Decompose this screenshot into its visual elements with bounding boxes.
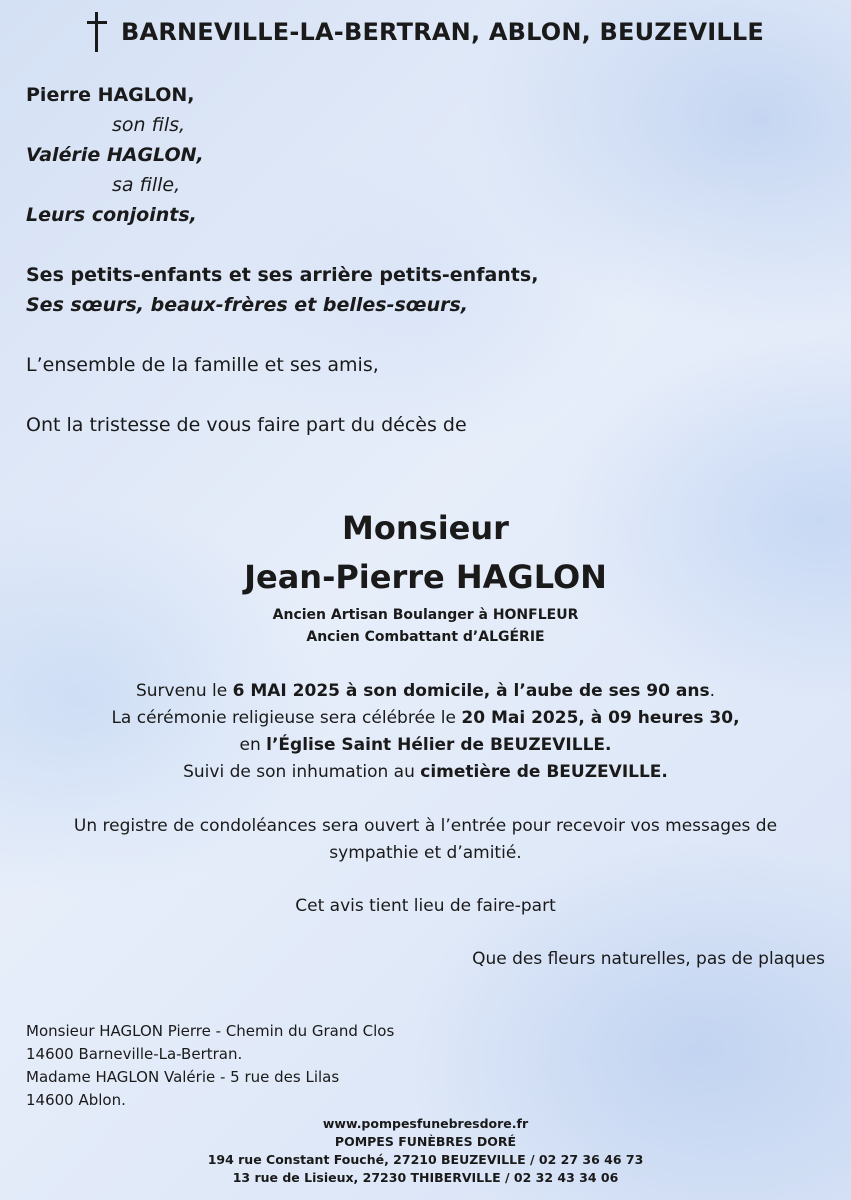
ceremony-date: 20 Mai 2025, à 09 heures 30,	[461, 708, 740, 728]
daughter-name: Valérie HAGLON,	[26, 144, 204, 166]
spouses-line: Leurs conjoints,	[26, 204, 197, 226]
latin-cross-icon	[87, 12, 107, 52]
address-line-4: 14600 Ablon.	[26, 1091, 126, 1109]
family-friends-line: L’ensemble de la famille et ses amis,	[26, 354, 379, 376]
announcement-line: Ont la tristesse de vous faire part du décès de	[26, 414, 467, 436]
daughter-relation: sa fille,	[112, 174, 181, 196]
deceased-civility: Monsieur	[342, 509, 509, 547]
address-line-1: Monsieur HAGLON Pierre - Chemin du Grand Clos	[26, 1022, 395, 1040]
footer-company: POMPES FUNÈBRES DORÉ	[334, 1134, 517, 1149]
son-relation: son fils,	[112, 114, 186, 136]
death-date-line: Survenu le 6 MAI 2025 à son domicile, à l’aube de ses 90 ans.	[135, 681, 715, 701]
flowers-note: Que des fleurs naturelles, pas de plaques	[472, 949, 825, 969]
address-line-3: Madame HAGLON Valérie - 5 rue des Lilas	[26, 1068, 340, 1086]
deceased-qualification-2: Ancien Combattant d’ALGÉRIE	[306, 629, 545, 645]
deceased-qualification-1: Ancien Artisan Boulanger à HONFLEUR	[272, 607, 579, 623]
registry-line-1: Un registre de condoléances sera ouvert à l’entrée pour recevoir vos messages de	[73, 816, 778, 836]
footer-office-2: 13 rue de Lisieux, 27230 THIBERVILLE / 02 32 43 34 06	[232, 1170, 619, 1185]
footer-office-1: 194 rue Constant Fouché, 27210 BEUZEVILLE / 02 27 36 46 73	[207, 1152, 644, 1167]
church-line: en l’Église Saint Hélier de BEUZEVILLE.	[239, 735, 612, 755]
burial-line: Suivi de son inhumation au cimetière de BEUZEVILLE.	[183, 762, 668, 782]
registry-line-2: sympathie et d’amitié.	[329, 843, 522, 863]
church-name: l’Église Saint Hélier de BEUZEVILLE.	[266, 735, 612, 755]
footer-website: www.pompesfunebresdore.fr	[322, 1116, 529, 1131]
cemetery-name: cimetière de BEUZEVILLE.	[420, 762, 668, 782]
notice-line: Cet avis tient lieu de faire-part	[295, 896, 556, 916]
ceremony-line: La cérémonie religieuse sera célébrée le 20 Mai 2025, à 09 heures 30,	[111, 708, 740, 728]
deceased-name: Jean-Pierre HAGLON	[244, 558, 607, 596]
death-date: 6 MAI 2025 à son domicile, à l’aube de ses 90 ans	[232, 681, 710, 701]
page-title: BARNEVILLE-LA-BERTRAN, ABLON, BEUZEVILLE	[121, 18, 764, 46]
siblings-line: Ses sœurs, beaux-frères et belles-sœurs,	[26, 294, 469, 316]
grandchildren-line: Ses petits-enfants et ses arrière petits-enfants,	[26, 264, 539, 286]
address-line-2: 14600 Barneville-La-Bertran.	[26, 1045, 243, 1063]
page-header	[0, 10, 851, 54]
son-name: Pierre HAGLON,	[26, 84, 195, 106]
